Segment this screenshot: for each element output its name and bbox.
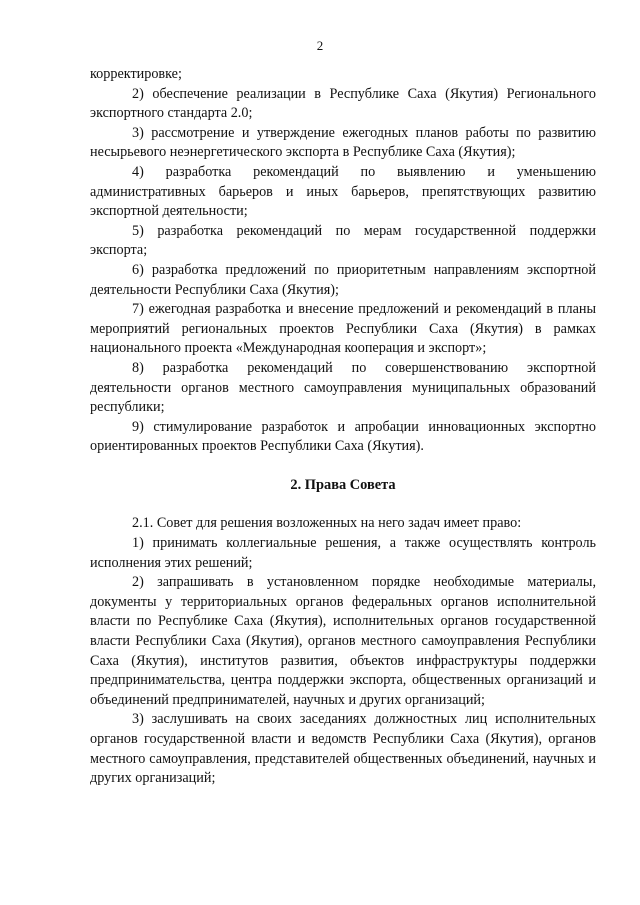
paragraph-right-3: 3) заслушивать на своих заседаниях должностных лиц исполнительных органов государственной власти и ведомств Республики Саха (Якутия), органов местного самоуправления, представителей общественных объединений, научных и других организаций; [90,711,596,787]
paragraph-task-3: 3) рассмотрение и утверждение ежегодных планов работы по развитию несырьевого неэнергетического экспорта в Республике Саха (Якутия); [90,124,596,161]
paragraph-task-6: 6) разработка предложений по приоритетным направлениям экспортной деятельности Республики Саха (Якутия); [90,261,596,298]
paragraph-right-1: 1) принимать коллегиальные решения, а также осуществлять контроль исполнения этих решений; [90,535,596,571]
paragraph-task-2: 2) обеспечение реализации в Республике Саха (Якутия) Регионального экспортного стандарта 2.0; [90,85,596,122]
paragraph-task-4: 4) разработка рекомендаций по выявлению и уменьшению административных барьеров и иных барьеров, препятствующих развитию экспортной деятельности; [90,163,596,220]
section-title: 2. Права Совета [290,476,396,493]
page-content [90,65,596,789]
paragraph-task-continuation: корректировке; [90,66,182,82]
paragraph-task-7: 7) ежегодная разработка и внесение предложений и рекомендаций в планы мероприятий региональных проектов Республики Саха (Якутия) в рамках национального проекта «Международная кооперация и экспорт»; [90,301,596,357]
page-number: 2 [316,38,324,53]
paragraph-task-9: 9) стимулирование разработок и апробации инновационных экспортно ориентированных проектов Республики Саха (Якутия). [90,418,596,455]
paragraph-right-2: 2) запрашивать в установленном порядке необходимые материалы, документы у территориальных органов федеральных органов исполнительной власти по Республике Саха (Якутия), исполнительных органов государственной власти Республики Саха (Якутия), органов местного самоуправления Республики Саха (Якутия), институтов развития, объектов инфраструктуры поддержки предпринимательства, центра поддержки экспорта, общественных организаций и объединений предпринимателей, научных и других организаций; [90,574,596,708]
paragraph-right-intro: 2.1. Совет для решения возложенных на него задач имеет право: [132,515,522,532]
paragraph-task-8: 8) разработка рекомендаций по совершенствованию экспортной деятельности органов местного самоуправления муниципальных образований республики; [90,359,596,416]
paragraph-task-5: 5) разработка рекомендаций по мерам государственной поддержки экспорта; [90,222,596,259]
